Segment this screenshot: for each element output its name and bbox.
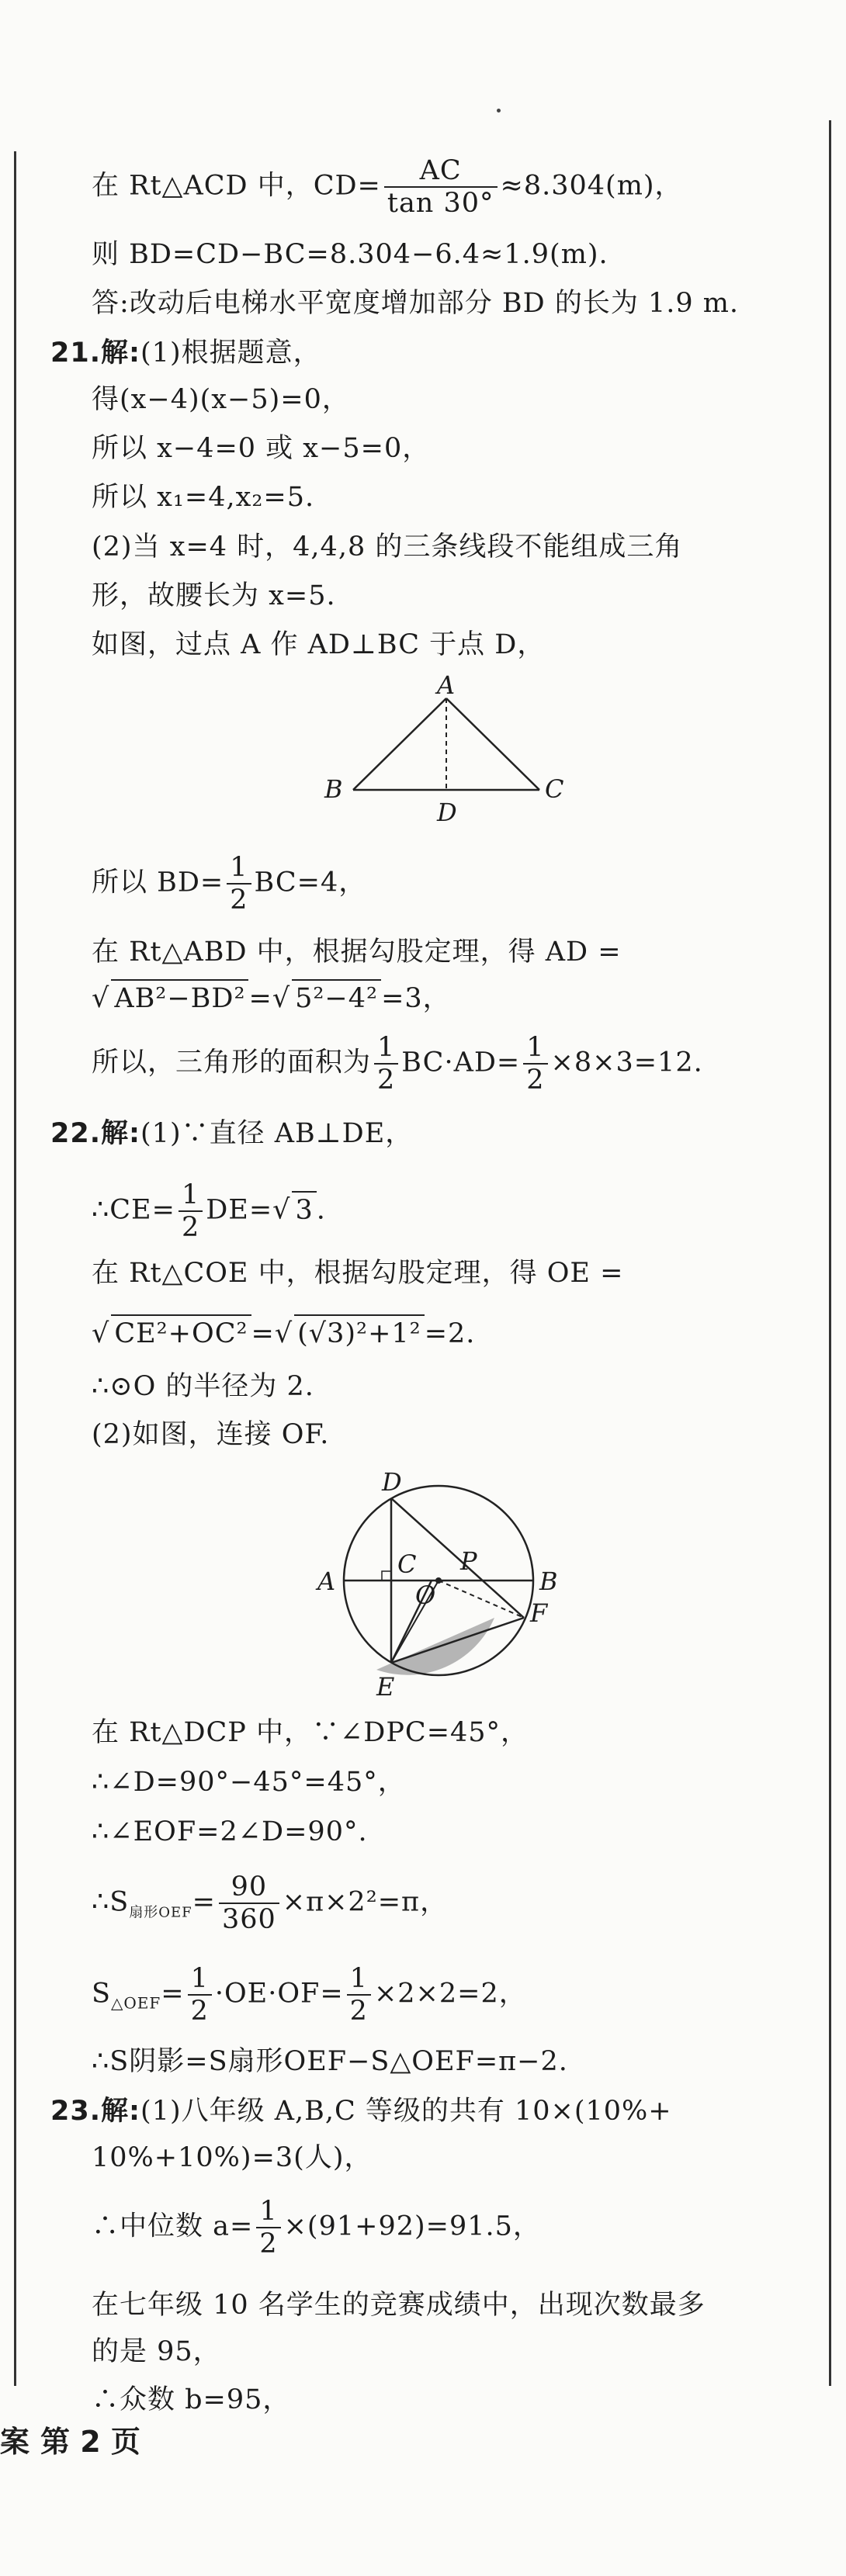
q22-line-1	[50, 1116, 413, 1151]
q22-l2-post: .	[316, 1194, 326, 1226]
q21-l11-den-1: 2	[377, 1065, 396, 1096]
right-margin-rule	[829, 120, 831, 2386]
q22-l11-mid2: ·OE·OF=	[214, 1978, 344, 2010]
q21-l8-den: 2	[230, 885, 248, 916]
q22-l2-mid: DE=	[206, 1194, 273, 1226]
q22-l2-sqrt: 3	[292, 1191, 316, 1228]
q23-line-4: 在七年级 10 名学生的竞赛成绩中，出现次数最多	[92, 2290, 706, 2321]
q21-l11-num-1: 1	[374, 1032, 398, 1065]
q22-label-d: D	[382, 1467, 402, 1497]
page-footer	[0, 2418, 151, 2460]
q22-l2-num: 1	[179, 1179, 203, 1212]
q23-l1: (1)八年级 A,B,C 等级的共有 10×(10%+	[140, 2096, 672, 2127]
q22-label-c: C	[397, 1549, 417, 1579]
q22-line-4: √ CE²+OC² =√ (√3)²+1² =2.	[92, 1314, 475, 1352]
q21-l11-fraction-2	[523, 1032, 547, 1096]
q21-triangle-figure	[310, 675, 590, 830]
q21-l8-fraction	[227, 852, 251, 916]
q22-circle-figure	[307, 1463, 570, 1711]
q20-fraction	[384, 155, 498, 219]
q22-line-5: ∴⊙O 的半径为 2.	[92, 1371, 314, 1402]
q21-l8-post: BC=4，	[254, 867, 367, 898]
q22-jie: 解:	[101, 1118, 141, 1149]
q21-line-11	[92, 1032, 703, 1096]
q22-line-12: ∴S阴影=S扇形OEF−S△OEF=π−2.	[92, 2046, 568, 2077]
q22-line-9: ∴∠EOF=2∠D=90°.	[92, 1816, 368, 1847]
q22-l11-num-2: 1	[347, 1963, 371, 1996]
q23-number: 23.	[50, 2096, 102, 2127]
q22-l10-den: 360	[221, 1904, 276, 1935]
q22-line-11	[92, 1963, 527, 2027]
q21-l11-num-2: 1	[523, 1032, 547, 1065]
q21-l11-post: ×8×3=12.	[550, 1047, 703, 1079]
q22-l10-pre: ∴S	[92, 1886, 130, 1918]
q21-sqrt-1: AB²−BD²	[111, 979, 248, 1016]
q22-l11-post: ×2×2=2，	[373, 1978, 527, 2010]
q21-line-3: 所以 x−4=0 或 x−5=0，	[92, 433, 431, 464]
q23-line-5: 的是 95，	[92, 2336, 221, 2367]
q22-l11-den-1: 2	[190, 1996, 209, 2027]
q22-l11-den-2: 2	[349, 1996, 368, 2027]
q23-l3-fraction	[256, 2196, 280, 2259]
q21-line-7: 如图，过点 A 作 AD⊥BC 于点 D，	[92, 629, 546, 660]
q20-line-1	[92, 155, 683, 219]
q21-l11-pre: 所以，三角形的面积为	[92, 1047, 372, 1079]
q23-l3-post: ×(91+92)=91.5，	[283, 2211, 541, 2242]
q22-l1: (1)∵直径 AB⊥DE，	[140, 1118, 414, 1149]
q21-l8-num: 1	[227, 852, 251, 885]
q22-l2-fraction	[179, 1179, 203, 1243]
q21-line-1	[50, 335, 321, 371]
q20-line-3: 答:改动后电梯水平宽度增加部分 BD 的长为 1.9 m.	[92, 288, 740, 319]
q23-line-2: 10%+10%)=3(人)，	[92, 2142, 373, 2173]
q21-l1: (1)根据题意，	[140, 338, 321, 369]
q22-label-b: B	[539, 1567, 558, 1596]
q23-line-3	[92, 2196, 541, 2259]
q22-label-p: P	[460, 1546, 477, 1576]
q22-l11-fraction-2	[347, 1963, 371, 2027]
q22-label-o: O	[415, 1581, 436, 1610]
q22-line-2: ∴CE= $\frac{1}{2}$ DE=√ 3 .	[92, 1179, 326, 1243]
q21-line-4: 所以 x₁=4,x₂=5.	[92, 482, 315, 513]
q22-l11-sub: △OEF	[110, 1993, 161, 2013]
q22-l10-mid: =	[192, 1886, 216, 1918]
q21-label-d: D	[437, 798, 457, 827]
q21-label-a: A	[437, 675, 456, 700]
q22-label-f: F	[530, 1598, 548, 1628]
q22-l11-mid: =	[161, 1978, 185, 2010]
footer-cut-char: 案	[0, 2425, 30, 2459]
q21-line-9: 在 Rt△ABD 中，根据勾股定理，得 AD =	[92, 937, 622, 968]
q21-l11-den-2: 2	[526, 1065, 545, 1096]
q22-l10-num: 90	[219, 1871, 279, 1904]
q21-l8-pre: 所以 BD=	[92, 867, 224, 898]
q21-line-6: 形，故腰长为 x=5.	[92, 580, 336, 611]
q21-number: 21.	[50, 338, 102, 369]
q20-frac-den: tan 30°	[387, 188, 494, 219]
q21-line-2: 得(x−4)(x−5)=0，	[92, 384, 350, 415]
q22-l11-num-1: 1	[188, 1963, 212, 1996]
q20-frac-num: AC	[384, 155, 498, 188]
q23-l3-pre: ∴中位数 a=	[92, 2211, 254, 2242]
q21-label-b: B	[324, 774, 343, 804]
q22-l11-pre: S	[92, 1978, 111, 2010]
q22-l11-fraction-1	[188, 1963, 212, 2027]
q22-l4-sqrt-2: (√3)²+1²	[294, 1314, 425, 1352]
q23-line-6: ∴众数 b=95，	[92, 2384, 291, 2415]
q22-l4-post: =2.	[424, 1318, 476, 1349]
q21-line-10: √ AB²−BD² =√ 5²−4² =3，	[92, 979, 451, 1016]
q22-label-a: A	[317, 1567, 336, 1596]
q21-label-c: C	[545, 774, 564, 804]
q21-l11-mid: BC·AD=	[401, 1047, 521, 1079]
q21-line-5: (2)当 x=4 时，4,4,8 的三条线段不能组成三角	[92, 531, 683, 563]
q22-l2-pre: ∴CE=	[92, 1194, 175, 1226]
q22-l10-sub: 扇形OEF	[129, 1904, 192, 1921]
q22-l4-mid: =	[251, 1318, 275, 1349]
q22-l10-fraction	[219, 1871, 279, 1935]
q22-line-7: 在 Rt△DCP 中，∵∠DPC=45°，	[92, 1717, 529, 1748]
q23-l3-num: 1	[256, 2196, 280, 2228]
q21-l11-fraction-1	[374, 1032, 398, 1096]
q22-line-10	[92, 1871, 448, 1935]
q23-line-1	[50, 2093, 672, 2129]
q20-line-2: 则 BD=CD−BC=8.304−6.4≈1.9(m).	[92, 239, 608, 270]
q22-number: 22.	[50, 1118, 102, 1149]
q22-line-8: ∴∠D=90°−45°=45°，	[92, 1767, 406, 1798]
left-margin-rule	[14, 151, 16, 2386]
q21-line-8	[92, 852, 366, 916]
q22-l4-sqrt-1: CE²+OC²	[111, 1314, 251, 1352]
q22-label-e: E	[376, 1672, 395, 1702]
q23-l3-den: 2	[259, 2228, 278, 2259]
q22-line-3: 在 Rt△COE 中，根据勾股定理，得 OE =	[92, 1258, 624, 1289]
q22-line-6: (2)如图，连接 OF.	[92, 1419, 330, 1450]
q21-jie: 解:	[101, 338, 141, 369]
q22-l2-den: 2	[181, 1212, 200, 1243]
q23-jie: 解:	[101, 2096, 141, 2127]
q21-l10-post: =3，	[381, 983, 451, 1014]
q20-l1-post: ≈8.304(m)，	[500, 170, 683, 202]
page-number: 第 2 页	[40, 2425, 140, 2459]
q21-l10-mid: =	[248, 983, 272, 1014]
top-dot	[497, 109, 501, 113]
q22-l10-post: ×π×2²=π，	[282, 1886, 449, 1918]
q21-sqrt-2: 5²−4²	[292, 979, 381, 1016]
q20-l1-pre: 在 Rt△ACD 中，CD=	[92, 170, 381, 202]
